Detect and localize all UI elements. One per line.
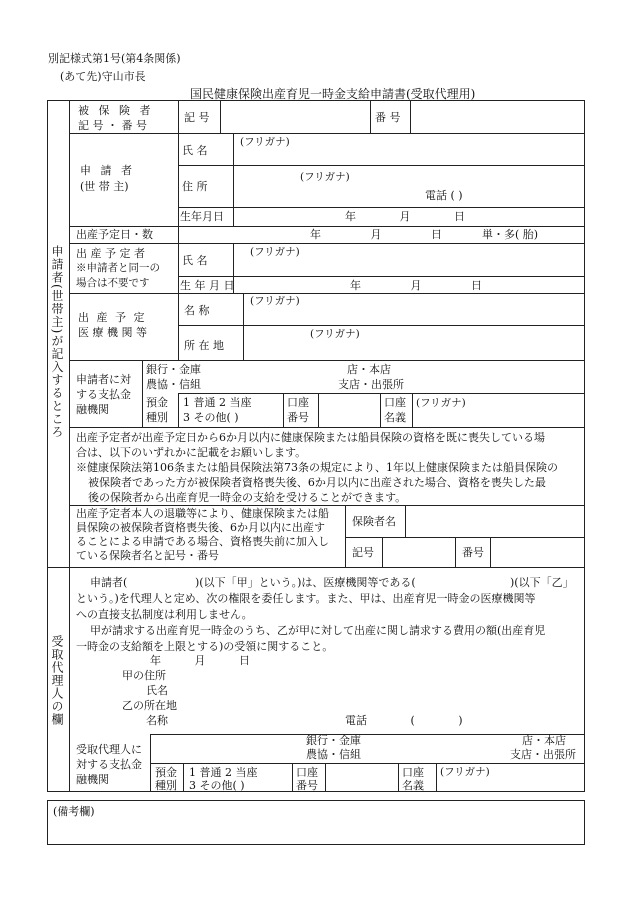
retire-line-3: ることによる申請である場合、資格喪失前に加入し	[76, 535, 329, 548]
bank1-deposit-label-2: 種別	[146, 411, 168, 424]
retire-number-field[interactable]	[494, 541, 580, 563]
bank2-deposit-label: 預金	[155, 766, 177, 779]
agent-date: 年 月 日	[150, 654, 250, 667]
bank2-kind-options[interactable]: 1 普通 2 当座	[189, 766, 258, 779]
insured-number-label: 番 号	[375, 111, 401, 124]
bank2-bank-types-2: 農協・信組	[306, 748, 361, 761]
applicant-address-furigana: (フリガナ)	[300, 171, 350, 183]
agent-p2-line1: 甲が請求する出産育児一時金のうち、乙が甲に対して出産に関し請求する費用の額(出産育児	[90, 624, 546, 637]
bank1-branch-types: 店・本店	[347, 363, 391, 376]
bank1-label-2: する支払金	[76, 388, 131, 401]
hospital-location-label: 所 在 地	[184, 339, 224, 352]
bank1-label-3: 融機関	[76, 403, 109, 416]
agent-otsu-address: 乙の所在地	[122, 699, 177, 712]
bank1-account-field[interactable]	[320, 396, 378, 424]
bank2-holder-furigana: (フリガナ)	[440, 766, 490, 778]
mother-name-label: 氏 名	[182, 254, 208, 267]
bank1-holder-furigana: (フリガナ)	[416, 397, 466, 409]
agent-p2-line2: 一時金の支給額を上限とする)の受領に関すること。	[76, 640, 334, 653]
hospital-label: 出 産 予 定	[78, 311, 147, 324]
bank2-holder-label: 口座	[402, 766, 424, 779]
bank2-bank-types: 銀行・金庫	[306, 734, 361, 747]
bank2-account-label-2: 番号	[296, 779, 318, 792]
applicant-label: 申 請 者	[80, 164, 135, 177]
mother-name-field[interactable]	[238, 258, 578, 274]
retire-number-label: 番号	[462, 546, 484, 559]
retire-line-1: 出産予定者本人の退職等により、健康保険または船	[76, 507, 329, 520]
hospital-name-label: 名 称	[184, 304, 210, 317]
bank1-holder-label-2: 名義	[384, 411, 406, 424]
agent-side-label: 受取代理人の欄	[50, 635, 64, 726]
bank1-label: 申請者に対	[76, 373, 131, 386]
agent-p1-b: )(以下「甲」という。)は、医療機関等である(	[195, 576, 416, 589]
applicant-birth-fields: 年 月 日	[345, 210, 465, 223]
applicant-phone: 電話 ( )	[425, 189, 463, 202]
applicant-address-label: 住 所	[182, 180, 208, 193]
due-date-label: 出産予定日・数	[76, 228, 153, 241]
bank1-bank-types: 銀行・金庫	[146, 363, 201, 376]
bank2-account-label: 口座	[296, 766, 318, 779]
bank1-account-label-2: 番号	[287, 411, 309, 424]
bank1-bank-types-2: 農協・信組	[146, 378, 201, 391]
bank2-label-2: 対する支払金	[76, 758, 142, 771]
bank1-kind-options-2[interactable]: 3 その他( )	[183, 411, 239, 424]
agent-p1-line2: という。)を代理人と定め、次の権限を委任します。また、甲は、出産育児一時金の医療機関等	[76, 592, 536, 605]
mother-label-2: ※申請者と同一の	[76, 262, 160, 274]
retire-line-2: 員保険の被保険者資格喪失後、6か月以内に出産す	[76, 521, 325, 534]
applicant-side-label: 申請者(世帯主)が記入するところ	[50, 245, 64, 439]
notes-line-3: ※健康保険法第106条または船員保険法第73条の規定により、1年以上健康保険または船員保険の	[76, 461, 558, 474]
remarks-label: (備考欄)	[53, 805, 95, 818]
retire-line-4: ている保険者名と記号・番号	[76, 549, 219, 562]
retire-symbol-label: 記号	[352, 546, 374, 559]
hospital-name-field[interactable]	[248, 308, 578, 324]
remarks-box[interactable]	[47, 800, 585, 845]
form-title: 国民健康保険出産育児一時金支給申請書(受取代理用)	[190, 87, 476, 101]
due-multiple: 単・多( 胎)	[482, 228, 539, 241]
applicant-name-label: 氏 名	[182, 144, 208, 157]
bank1-deposit-label: 預金	[146, 396, 168, 409]
bank2-holder-label-2: 名義	[402, 779, 424, 792]
notes-line-4: 被保険者であった方が被保険者資格喪失後、6か月以内に出産された場合、資格を喪失した最	[88, 476, 546, 489]
mother-birth-fields: 年 月 日	[350, 279, 482, 292]
bank2-branch-types: 店・本店	[522, 734, 566, 747]
due-date-fields: 年 月 日	[310, 228, 442, 241]
hospital-location-field[interactable]	[248, 342, 578, 358]
bank2-kind-options-2[interactable]: 3 その他( )	[189, 779, 245, 792]
agent-phone: 電話 ( )	[345, 714, 463, 727]
bank1-kind-options[interactable]: 1 普通 2 当座	[183, 396, 252, 409]
agent-kou-name: 氏名	[146, 684, 168, 697]
applicant-address-field[interactable]	[238, 183, 418, 203]
insured-label: 被 保 険 者	[78, 104, 154, 117]
insured-number-field[interactable]	[414, 108, 582, 128]
mother-label-3: 場合は不要です	[76, 277, 150, 289]
notes-line-2: 合は、以下のいずれかに記載をお願いします。	[76, 446, 307, 459]
bank2-label-3: 融機関	[76, 773, 109, 786]
retire-insurer-label: 保険者名	[352, 515, 396, 528]
mother-name-furigana: (フリガナ)	[250, 246, 300, 258]
insured-symbol-label: 記 号	[184, 111, 210, 124]
applicant-name-furigana: (フリガナ)	[240, 136, 290, 148]
applicant-label-2: (世 帯 主)	[80, 180, 129, 193]
applicant-birth-label: 生年月日	[180, 210, 224, 223]
mother-label: 出 産 予 定 者	[76, 247, 145, 260]
hospital-name-furigana: (フリガナ)	[250, 295, 300, 307]
agent-p1-a: 申請者(	[90, 576, 128, 589]
insured-label-2: 記 号 ・ 番 号	[78, 119, 147, 132]
agent-kou-address: 甲の住所	[122, 669, 166, 682]
hospital-label-2: 医 療 機 関 等	[78, 326, 147, 339]
addressee: (あて先)守山市長	[60, 70, 146, 83]
retire-insurer-field[interactable]	[410, 510, 580, 532]
bank2-branch-types-2: 支店・出張所	[510, 748, 576, 761]
retire-symbol-field[interactable]	[386, 541, 452, 563]
notes-line-5: 後の保険者から出産育児一時金の支給を受けることができます。	[88, 491, 407, 504]
bank1-account-label: 口座	[287, 396, 309, 409]
agent-p1-line3: への直接支払制度は利用しません。	[76, 608, 253, 621]
bank2-account-field[interactable]	[328, 766, 394, 790]
form-number: 別記様式第1号(第4条関係)	[48, 52, 181, 65]
notes-line-1: 出産予定者が出産予定日から6か月以内に健康保険または船員保険の資格を既に喪失している場	[76, 431, 545, 444]
bank2-label: 受取代理人に	[76, 743, 142, 756]
applicant-name-field[interactable]	[238, 148, 578, 164]
bank1-branch-types-2: 支店・出張所	[338, 378, 404, 391]
hospital-location-furigana: (フリガナ)	[310, 328, 360, 340]
insured-symbol-field[interactable]	[224, 108, 368, 128]
bank1-holder-label: 口座	[384, 396, 406, 409]
agent-otsu-name: 名称	[146, 714, 168, 727]
bank2-deposit-label-2: 種別	[155, 779, 177, 792]
agent-p1-c: )(以下「乙」	[510, 576, 574, 589]
mother-birth-label: 生 年 月 日	[180, 279, 235, 292]
